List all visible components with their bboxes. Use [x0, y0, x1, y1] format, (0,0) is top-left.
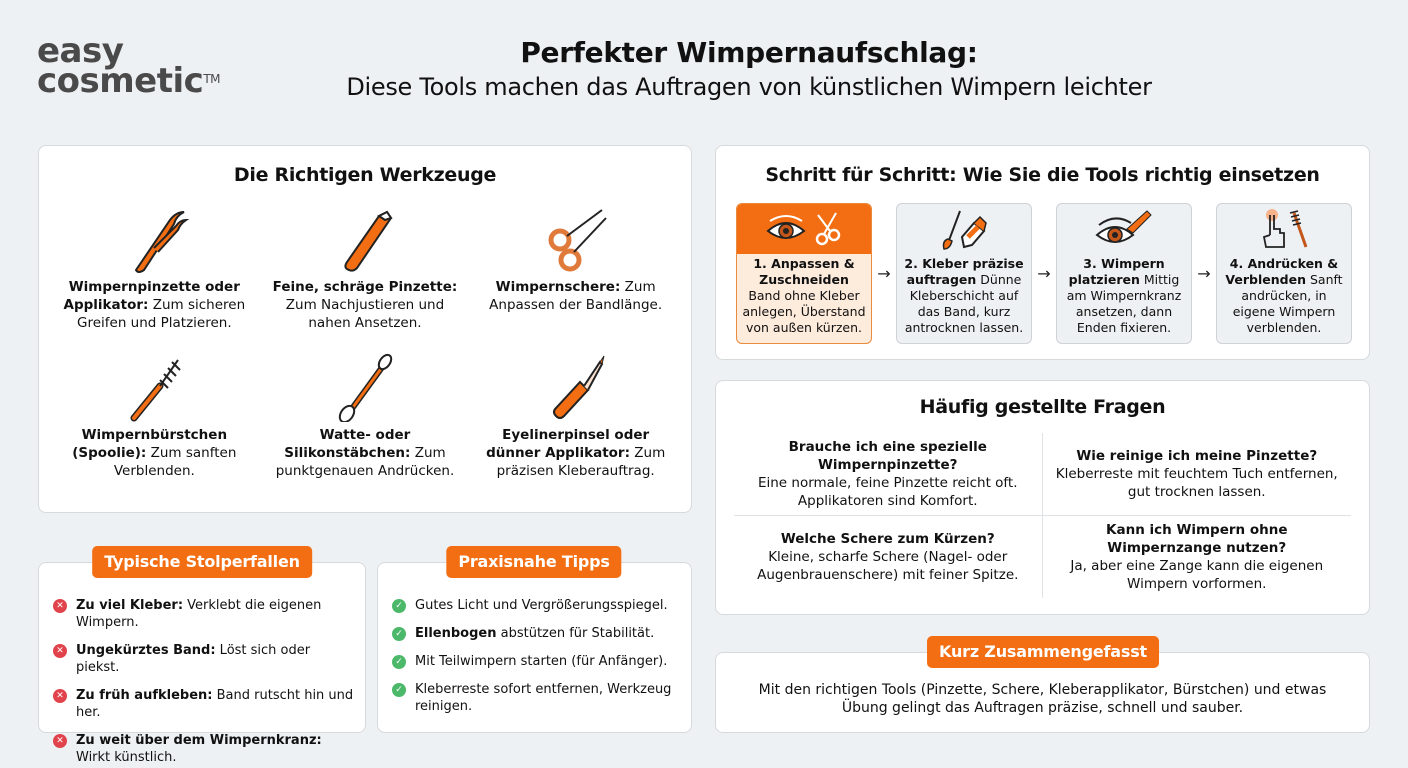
- tool-item: [470, 204, 681, 352]
- faq-question: Wie reinige ich meine Pinzette?: [1076, 447, 1318, 464]
- tip-text: Mit Teilwimpern starten (für Anfänger).: [415, 654, 668, 669]
- eye-lash-place-icon: [1089, 207, 1159, 251]
- step-card: [736, 203, 872, 344]
- step-card: [1216, 203, 1352, 344]
- tool-name: Wimpernpinzette oder Applikator:: [63, 279, 240, 313]
- eye-scissors-icon: [764, 209, 844, 249]
- tip-item: [392, 597, 683, 614]
- tip-item: [392, 653, 683, 670]
- check-circle-icon: ✓: [392, 655, 406, 669]
- tool-item: [260, 352, 471, 500]
- step-title: 4. Andrücken & Verblenden: [1225, 256, 1339, 287]
- step-desc: Sanft andrücken, in eigene Wimpern verblenden.: [1232, 272, 1343, 335]
- tip-item: [392, 625, 683, 642]
- faq-answer: Kleine, scharfe Schere (Nagel- oder Augenbrauenschere) mit feiner Spitze.: [757, 548, 1019, 583]
- finger-spoolie-icon: [1254, 207, 1314, 251]
- step-title: 1. Anpassen & Zuschneiden: [753, 256, 855, 287]
- tips-card: [377, 562, 692, 733]
- tools-card: [38, 145, 692, 513]
- tip-text: Kleberreste sofort entfernen, Werkzeug reinigen.: [415, 682, 672, 714]
- faq-item: [734, 516, 1043, 599]
- pitfall-label: Zu weit über dem Wimpernkranz:: [76, 733, 322, 748]
- pitfalls-card: [38, 562, 366, 765]
- faq-answer: Eine normale, feine Pinzette reicht oft. Applikatoren sind Komfort.: [757, 474, 1018, 509]
- brand-line-1: easy: [37, 31, 124, 71]
- page-header: [250, 36, 1248, 104]
- tip-item: [392, 681, 683, 715]
- steps-card: [715, 145, 1370, 360]
- faq-title: Häufig gestellte Fragen: [919, 396, 1166, 418]
- step-desc: Band ohne Kleber anlegen, Überstand von außen kürzen.: [742, 288, 866, 335]
- faq-question: Kann ich Wimpern ohne Wimpernzange nutzen?: [1106, 521, 1288, 556]
- brand-logo: [37, 31, 220, 101]
- step-title: 2. Kleber präzise auftragen: [904, 256, 1024, 287]
- eyeliner-brush-icon: [536, 352, 616, 422]
- faq-item: [1043, 433, 1352, 516]
- tool-desc: Zum sicheren Greifen und Platzieren.: [76, 297, 246, 331]
- check-circle-icon: ✓: [392, 599, 406, 613]
- faq-card: [715, 380, 1370, 615]
- page-subtitle: Diese Tools machen das Auftragen von künstlichen Wimpern leichter: [346, 73, 1152, 101]
- summary-text: Mit den richtigen Tools (Pinzette, Schere, Kleberapplikator, Bürstchen) und etwas Übung gelingt das Auftragen präzise, schnell und sauber.: [758, 682, 1327, 716]
- arrow-icon: →: [877, 264, 891, 283]
- pitfall-label: Ungekürztes Band:: [76, 643, 216, 658]
- faq-question: Welche Schere zum Kürzen?: [780, 530, 995, 547]
- faq-answer: Kleberreste mit feuchtem Tuch entfernen, gut trocknen lassen.: [1055, 465, 1338, 500]
- tweezers-curved-icon: [114, 204, 194, 274]
- step-card: [1056, 203, 1192, 344]
- tips-badge: Praxisnahe Tipps: [446, 546, 621, 578]
- faq-item: [734, 433, 1043, 516]
- pitfall-item: [53, 732, 357, 766]
- tool-item: [470, 352, 681, 500]
- step-card: [896, 203, 1032, 344]
- pitfall-text: Verklebt die eigenen Wimpern.: [76, 598, 322, 630]
- tip-label: Ellenbogen: [415, 626, 497, 641]
- brand-line-2: cosmetic: [37, 61, 204, 101]
- brush-glue-icon: [934, 207, 994, 251]
- tool-item: [49, 204, 260, 352]
- pitfall-item: [53, 642, 357, 676]
- spoolie-brush-icon: [114, 352, 194, 422]
- tip-text: abstützen für Stabilität.: [496, 626, 655, 641]
- tool-name: Watte- oder Silikonstäbchen:: [284, 427, 411, 461]
- faq-item: [1043, 516, 1352, 599]
- check-circle-icon: ✓: [392, 627, 406, 641]
- check-circle-icon: ✓: [392, 683, 406, 697]
- pitfall-text: Wirkt künstlich.: [76, 750, 177, 765]
- tool-item: [49, 352, 260, 500]
- arrow-icon: →: [1037, 264, 1051, 283]
- tool-desc: Zum Nachjustieren und nahen Ansetzen.: [285, 297, 445, 331]
- tool-desc: Zum punktgenauen Andrücken.: [275, 445, 455, 479]
- tool-desc: Zum sanften Verblenden.: [113, 445, 237, 479]
- tool-name: Feine, schräge Pinzette:: [272, 279, 458, 295]
- tweezers-slanted-icon: [325, 204, 405, 274]
- tool-name: Wimpernbürstchen (Spoolie):: [72, 427, 228, 461]
- arrow-icon: →: [1197, 264, 1211, 283]
- x-circle-icon: ✕: [53, 599, 67, 613]
- pitfall-label: Zu viel Kleber:: [76, 598, 184, 613]
- step-desc: Dünne Kleberschicht auf das Band, kurz antrocknen lassen.: [904, 272, 1024, 335]
- pitfalls-badge: Typische Stolperfallen: [92, 546, 312, 578]
- faq-question: Brauche ich eine spezielle Wimpernpinzette?: [788, 438, 987, 473]
- trademark: TM: [203, 72, 220, 86]
- cotton-swab-icon: [325, 352, 405, 422]
- pitfall-text: Band rutscht hin und her.: [76, 688, 354, 720]
- tool-desc: Zum präzisen Kleberauftrag.: [496, 445, 666, 479]
- faq-answer: Ja, aber eine Zange kann die eigenen Wimpern vorformen.: [1070, 557, 1324, 592]
- steps-title: Schritt für Schritt: Wie Sie die Tools richtig einsetzen: [765, 164, 1320, 186]
- step-title: 3. Wimpern platzieren: [1068, 256, 1165, 287]
- summary-badge: Kurz Zusammengefasst: [927, 636, 1159, 668]
- pitfall-text: Löst sich oder piekst.: [76, 643, 311, 675]
- pitfall-label: Zu früh aufkleben:: [76, 688, 213, 703]
- x-circle-icon: ✕: [53, 689, 67, 703]
- tip-text: Gutes Licht und Vergrößerungsspiegel.: [415, 598, 668, 613]
- tool-name: Eyelinerpinsel oder dünner Applikator:: [486, 427, 650, 461]
- tool-name: Wimpernschere:: [495, 279, 621, 295]
- tool-item: [260, 204, 471, 352]
- pitfall-item: [53, 597, 357, 631]
- step-desc: Mittig am Wimpernkranz ansetzen, dann Enden fixieren.: [1066, 272, 1182, 335]
- tool-desc: Zum Anpassen der Bandlänge.: [489, 279, 663, 313]
- page-title: Perfekter Wimpernaufschlag:: [520, 36, 978, 69]
- x-circle-icon: ✕: [53, 644, 67, 658]
- x-circle-icon: ✕: [53, 734, 67, 748]
- scissors-icon: [536, 204, 616, 274]
- pitfall-item: [53, 687, 357, 721]
- tools-title: Die Richtigen Werkzeuge: [233, 164, 497, 186]
